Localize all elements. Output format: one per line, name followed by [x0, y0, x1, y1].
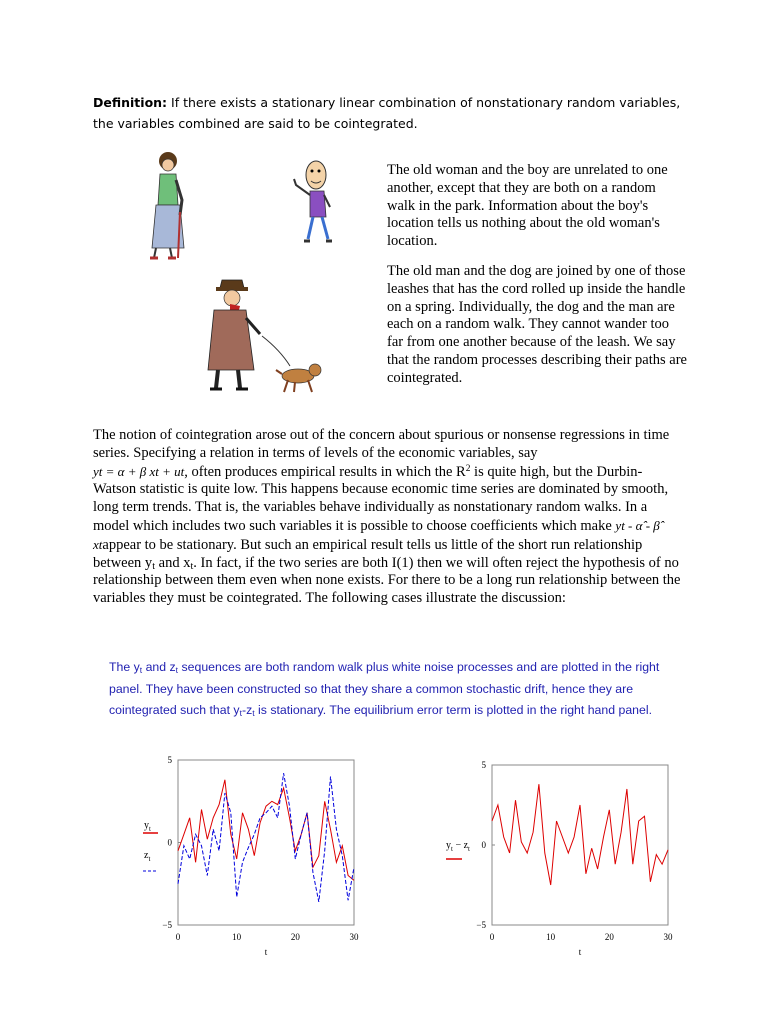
old-woman-illustration — [138, 150, 193, 262]
paragraph-cointegration — [93, 427, 683, 608]
paragraph-woman-boy: The old woman and the boy are unrelated to one another, except that they are both on a random walk in the park. Information about the boy's location tells us nothing about the old woman's location. — [387, 162, 668, 250]
legend-y-minus-z: $y_t - z_t$ — [446, 840, 470, 853]
caption-a: The y — [109, 660, 140, 674]
series-line — [178, 780, 354, 881]
paragraph-man-dog: The old man and the dog are joined by one of those leashes that has the cord rolled up inside the handle on a spring. Individually, the dog and the man are each on a random walk. They cannot wander too far from one another because of the leash. We say that the random processes describing their paths are cointegrated. — [387, 263, 687, 386]
para3-f: . In fact, if the two series are both I(1) then we will often reject the hypothesis of no relationship between them even when none exists. For there to be a long run relationship between the variables they must be cointegrated. The following cases illustrate the discussion: — [93, 554, 681, 607]
definition — [93, 92, 693, 134]
x-tick-label: 30 — [349, 932, 359, 942]
chart-equilibrium-error — [440, 755, 675, 965]
r2-superscript: 2 — [465, 463, 471, 474]
y-tick-label: 5 — [481, 760, 486, 770]
x-axis-label: t — [578, 947, 582, 957]
equation-residual: yt - α̂ - β̂ xt — [93, 517, 660, 552]
x-tick-label: 20 — [290, 932, 300, 942]
legend-y: $y_t$ — [144, 820, 151, 833]
plot-frame — [492, 765, 668, 925]
para3-e: and x — [155, 554, 191, 571]
para3-a: The notion of cointegration arose out of the concern about spurious or nonsense regressions in time series. Specifying a relation in terms of levels of the economic variables, say — [93, 427, 670, 461]
plot-frame — [178, 760, 354, 925]
caption-c-sub: t — [239, 708, 242, 718]
caption-b: and z — [142, 660, 176, 674]
x-tick-label: 10 — [546, 932, 556, 942]
para3-c: is quite high, but the Durbin-Watson statistic is quite low. This happens because economic time series are dominated by smooth, long term trends. That is, the variables behave individually as nonstationary random walks. In a model which includes two such variables it is possible to choose coefficients which make — [93, 463, 669, 534]
x-tick-label: 10 — [232, 932, 242, 942]
y-tick-label: 0 — [481, 840, 486, 850]
y-tick-label: 0 — [167, 837, 172, 848]
caption-e: is stationary. The equilibrium error term is plotted in the right hand panel. — [254, 703, 652, 717]
definition-text: If there exists a stationary linear combination of nonstationary random variables, the variables combined are said to be cointegrated. — [93, 95, 681, 131]
series-line — [492, 784, 668, 885]
equation-levels: yt = α + β xt + ut — [93, 463, 185, 479]
xt-subscript: t — [190, 560, 194, 572]
old-man-and-dog-illustration — [200, 270, 325, 395]
y-tick-label: −5 — [162, 920, 172, 930]
caption-b-sub: t — [175, 665, 179, 675]
x-tick-label: 0 — [175, 932, 181, 942]
para3-d: appear to be stationary. But such an empirical result tells us little of the short run relationship between y — [93, 536, 643, 571]
caption-c: sequences are both random walk plus white noise processes and are plotted in the right panel. They have been constructed so that they share a common stochastic drift, hence they are cointegrated such that y — [109, 660, 660, 717]
chart-levels — [130, 750, 370, 965]
x-tick-label: 20 — [604, 932, 614, 942]
boy-illustration — [288, 155, 338, 247]
x-tick-label: 0 — [489, 932, 495, 942]
para3-b: , often produces empirical results in which the R — [184, 463, 466, 480]
yt-subscript: t — [152, 560, 156, 572]
series-line — [178, 773, 354, 902]
x-tick-label: 30 — [663, 932, 673, 942]
caption-d-sub: t — [252, 708, 255, 718]
y-tick-label: −5 — [476, 920, 486, 930]
legend-z: $z_t$ — [144, 850, 151, 863]
caption-d: -z — [241, 703, 253, 717]
definition-label: Definition: — [93, 95, 168, 110]
y-tick-label: 5 — [167, 755, 172, 765]
caption-text — [109, 657, 669, 722]
x-axis-label: t — [264, 947, 268, 957]
caption-a-sub: t — [139, 665, 143, 675]
